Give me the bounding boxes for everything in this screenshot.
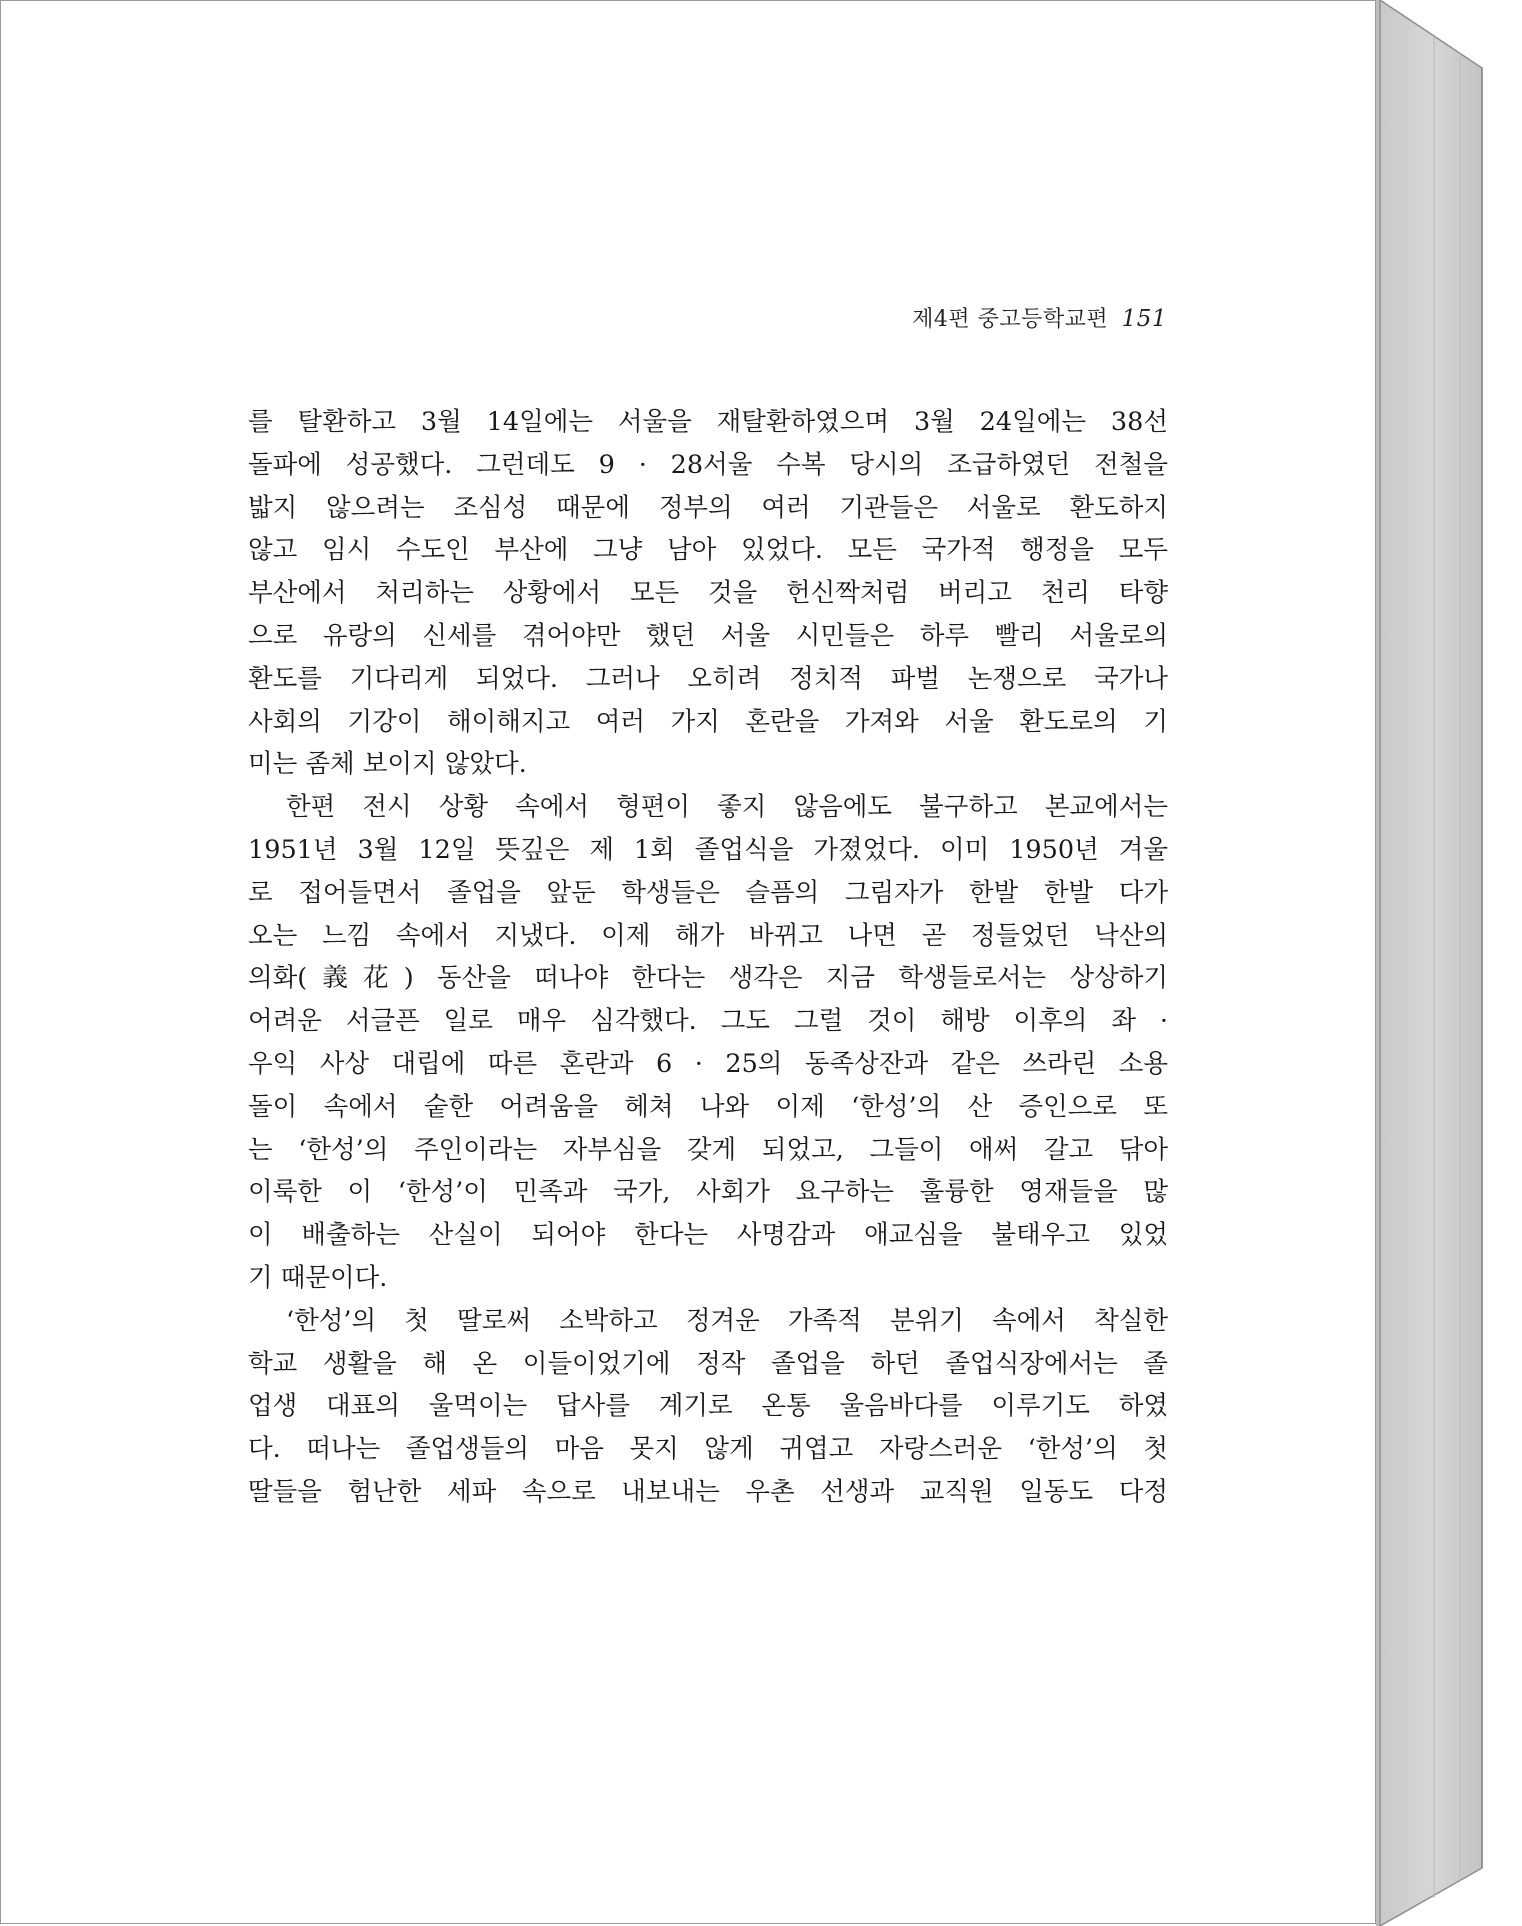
book-page-edges <box>1376 0 1522 1926</box>
text-line: 로 접어들면서 졸업을 앞둔 학생들은 슬픔의 그림자가 한발 한발 다가 <box>248 877 1168 908</box>
text-line: 돌파에 성공했다. 그런데도 9 · 28서울 수복 당시의 조급하였던 전철을 <box>248 449 1168 480</box>
text-line: 기 때문이다. <box>248 1262 388 1293</box>
text-line: 는 ‘한성’의 주인이라는 자부심을 갖게 되었고, 그들이 애써 갈고 닦아 <box>248 1134 1168 1165</box>
text-line: 딸들을 험난한 세파 속으로 내보내는 우촌 선생과 교직원 일동도 다정 <box>248 1476 1168 1507</box>
text-line: 우익 사상 대립에 따른 혼란과 6 · 25의 동족상잔과 같은 쓰라린 소용 <box>248 1048 1168 1079</box>
text-line: 부산에서 처리하는 상황에서 모든 것을 헌신짝처럼 버리고 천리 타향 <box>248 578 1168 609</box>
text-line: 미는 좀체 보이지 않았다. <box>248 749 527 780</box>
text-line: 돌이 속에서 숱한 어려움을 헤쳐 나와 이제 ‘한성’의 산 증인으로 또 <box>248 1091 1168 1122</box>
text-line: 환도를 기다리게 되었다. 그러나 오히려 정치적 파벌 논쟁으로 국가나 <box>248 663 1168 694</box>
text-line: 다. 떠나는 졸업생들의 마음 못지 않게 귀엽고 자랑스러운 ‘한성’의 첫 <box>248 1434 1168 1465</box>
page-number: 151 <box>1121 306 1167 332</box>
text-line: 를 탈환하고 3월 14일에는 서울을 재탈환하였으며 3월 24일에는 38선 <box>248 407 1168 437</box>
text-line: 으로 유랑의 신세를 겪어야만 했던 서울 시민들은 하루 빨리 서울로의 <box>248 620 1168 651</box>
text-line: 않고 임시 수도인 부산에 그냥 남아 있었다. 모든 국가적 행정을 모두 <box>248 535 1168 566</box>
body-text <box>248 401 1168 1514</box>
running-head <box>912 302 1167 333</box>
text-line: 업생 대표의 울먹이는 답사를 계기로 온통 울음바다를 이루기도 하였 <box>248 1391 1168 1422</box>
text-line: 이룩한 이 ‘한성’이 민족과 국가, 사회가 요구하는 훌륭한 영재들을 많 <box>248 1177 1168 1208</box>
text-line: 학교 생활을 해 온 이들이었기에 정작 졸업을 하던 졸업식장에서는 졸 <box>248 1348 1168 1379</box>
text-line: 밟지 않으려는 조심성 때문에 정부의 여러 기관들은 서울로 환도하지 <box>248 492 1168 523</box>
text-line: 1951년 3월 12일 뜻깊은 제 1회 졸업식을 가졌었다. 이미 1950년 겨울 <box>248 834 1168 865</box>
text-line: 오는 느낌 속에서 지냈다. 이제 해가 바뀌고 나면 곧 정들었던 낙산의 <box>248 920 1168 951</box>
text-line: 한편 전시 상황 속에서 형편이 좋지 않음에도 불구하고 본교에서는 <box>286 792 1168 823</box>
text-line: 어려운 서글픈 일로 매우 심각했다. 그도 그럴 것이 해방 이후의 좌 · <box>248 1006 1168 1037</box>
text-line: 이 배출하는 산실이 되어야 한다는 사명감과 애교심을 불태우고 있었 <box>248 1220 1168 1251</box>
text-line: ‘한성’의 첫 딸로써 소박하고 정겨운 가족적 분위기 속에서 착실한 <box>286 1305 1168 1336</box>
running-head-section: 제4편 중고등학교편 <box>912 307 1109 332</box>
text-line: 사회의 기강이 해이해지고 여러 가지 혼란을 가져와 서울 환도로의 기 <box>248 706 1168 737</box>
text-line: 의화(義花) 동산을 떠나야 한다는 생각은 지금 학생들로서는 상상하기 <box>248 963 1168 994</box>
